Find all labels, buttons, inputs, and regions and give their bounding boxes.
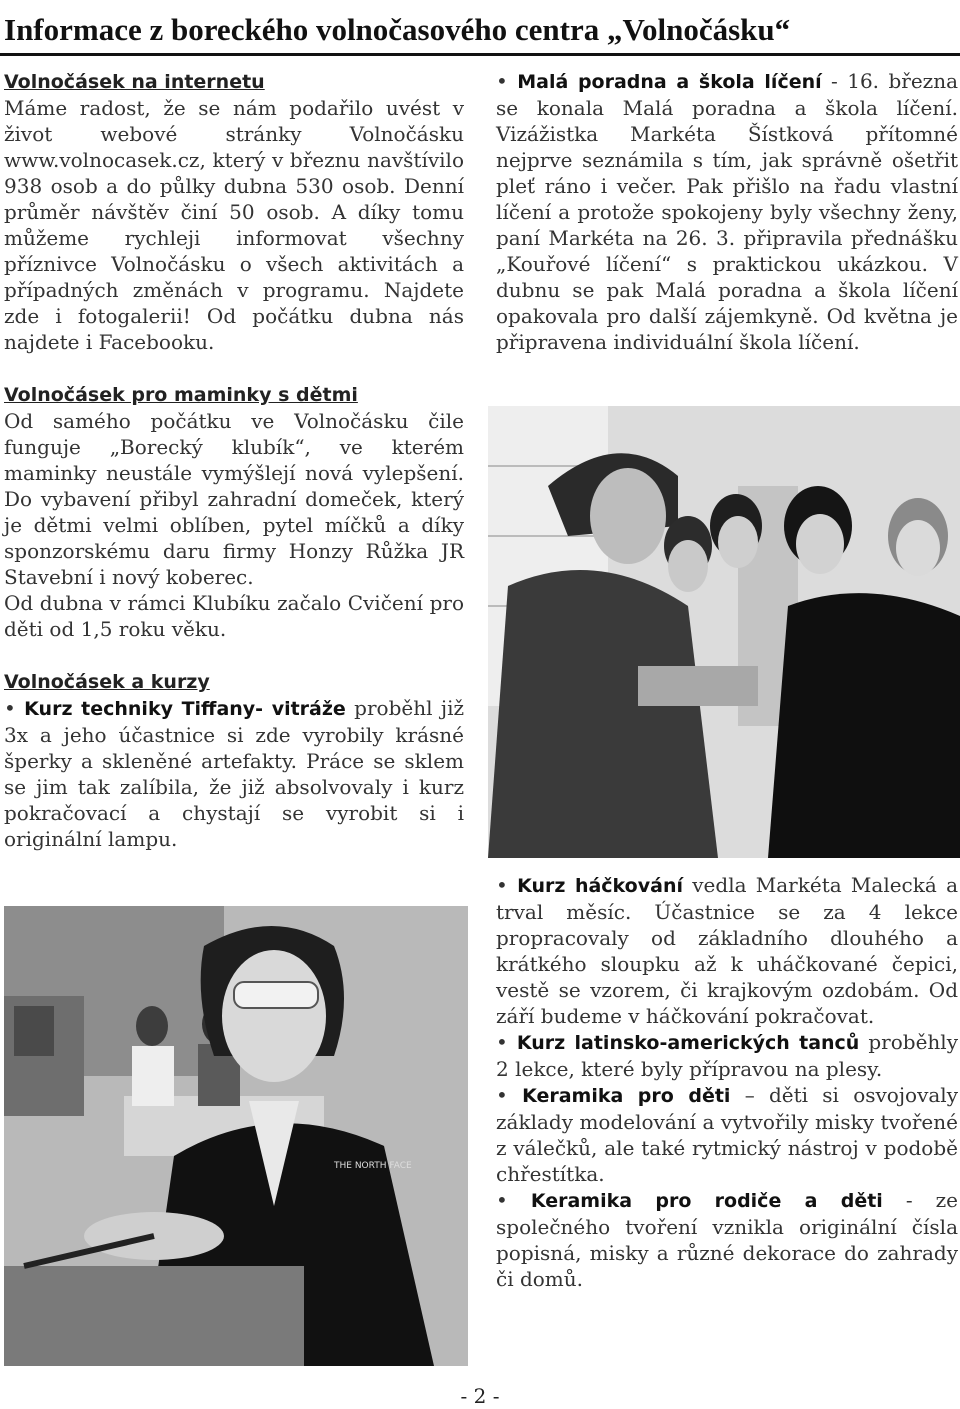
right-column-top — [496, 68, 958, 355]
bullet: • — [496, 1188, 508, 1212]
section-body-mothers: Od samého počátku ve Volnočásku čile funguje „Borecký klubík“, ve kterém maminky neustále vymýšlejí nová vylepšení. Do vybavení přibyl zahradní domeček, který je dětmi velmi oblíben, pytel míčků a díky sponzorskému daru firmy Honzy Růžka JR Stavební i nový koberec. — [4, 409, 464, 589]
item-title: Kurz háčkování — [517, 875, 683, 897]
list-item-tiffany — [4, 695, 464, 852]
item-title: Kurz latinsko-amerických tanců — [516, 1032, 860, 1054]
bullet: • — [496, 69, 508, 93]
item-title: Keramika pro rodiče a děti — [530, 1190, 883, 1212]
photo-tiffany-course — [4, 906, 468, 1366]
item-text: - 16. března se konala Malá poradna a škola líčení. Vizážistka Markéta Šístková přítomné nejprve seznámila s tím, jak správně ošetřit pleť ráno i večer. Pak přišlo na řadu vlastní líčení a protože spokojeny byly všechny ženy, paní Markéta na 26. 3. připravila přednášku „Kouřové líčení“ s praktickou ukázkou. V dubnu se pak Malá poradna a škola líčení opakovala pro další zájemkyně. Od května je připravena individuální škola líčení. — [496, 69, 958, 354]
item-text: – děti si osvojovaly základy modelování a vytvořily misky tvořené z válečků, ale také rytmický nástroj v podobě chřestítka. — [496, 1083, 959, 1186]
list-item-ceramics-children — [496, 1082, 958, 1187]
item-title: Malá poradna a škola líčení — [517, 71, 822, 93]
item-text: vedla Markéta Malecká a trval měsíc. Účastnice se za 4 lekce propracovaly od základního dlouhého a krátkého sloupku až k uháčkované čepici, vestě se vzorem, či krajkovým ozdobám. Od září budeme v háčkování pokračovat. — [496, 873, 958, 1028]
bullet: • — [496, 1030, 508, 1054]
right-column-bottom — [496, 872, 958, 1292]
left-column — [4, 68, 464, 852]
list-item-latin-dance — [496, 1029, 958, 1082]
list-item-ceramics-parents — [496, 1187, 958, 1292]
item-text: proběhl již 3x a jeho účastnice si zde vyrobily krásné šperky a skleněné artefakty. Práce se sklem se jim tak zalíbila, že již absolvovaly i kurz pokračovací a chystají se vyrobit si i originální lampu. — [4, 696, 465, 851]
section-heading-internet: Volnočásek na internetu — [4, 71, 265, 93]
section-heading-mothers: Volnočásek pro maminky s dětmi — [4, 384, 358, 406]
section-heading-courses: Volnočásek a kurzy — [4, 671, 210, 693]
section-body-internet: Máme radost, že se nám podařilo uvést v život webové stránky Volnočásku www.volnocasek.cz, který v březnu navštívilo 938 osob a do půlky dubna 530 osob. Denní průměr návštěv činí 50 osob. A díky tomu můžeme rychleji informovat všechny příznivce Volnočásku o všech aktivitách a případných změnách v programu. Najdete zde i fotogalerii! Od počátku dubna nás najdete i Facebooku. — [4, 96, 464, 354]
page-number: - 2 - — [460, 1384, 500, 1408]
item-title: Keramika pro děti — [522, 1085, 731, 1107]
item-text: - ze společného tvoření vznikla originální čísla popisná, misky a různé dekorace do zahrady či domů. — [496, 1188, 958, 1291]
bullet: • — [496, 1083, 508, 1107]
bullet: • — [4, 696, 16, 720]
bullet: • — [496, 873, 508, 897]
list-item-crochet — [496, 872, 958, 1029]
item-title: Kurz techniky Tiffany- vitráže — [24, 698, 346, 720]
photo-makeup-course — [488, 406, 960, 858]
logo-text: THE NORTH FACE — [334, 1161, 412, 1171]
section-body-mothers-exercise: Od dubna v rámci Klubíku začalo Cvičení pro děti od 1,5 roku věku. — [4, 591, 464, 641]
page-title: Informace z boreckého volnočasového centra „Volnočásku“ — [0, 0, 960, 56]
list-item-makeup — [496, 68, 958, 355]
item-text: proběhly 2 lekce, které byly přípravou na plesy. — [496, 1030, 958, 1081]
